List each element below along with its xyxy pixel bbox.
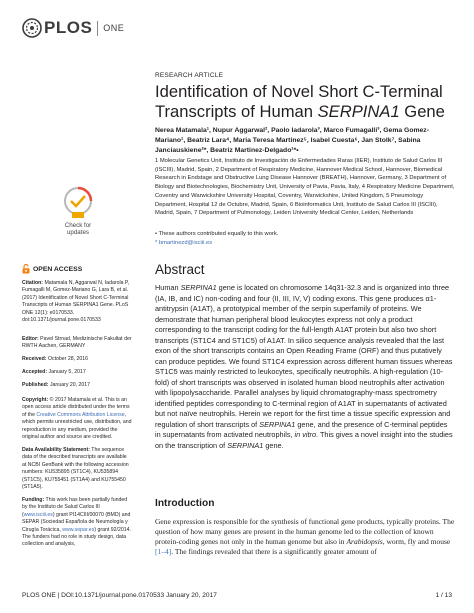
abstract-body (155, 283, 455, 451)
check-for-updates-badge[interactable] (57, 186, 99, 238)
affiliations: 1 Molecular Genetics Unit, Instituto de Investigación de Enfermedades Raras (IIER), Instituto de Salud Carlos III (ISCIII), Madrid, Spain, 2 Department of Respiratory Medicine, Hannover Medical School, Hannover, Biomedical Research in Endstage and Obstructive Lung Disease Hannover (BREATH), Hannover, Germany, 3 Department of Biology and Biotechnologies, Biochemistry Unit, University of Pavia, Pavia, Italy, 4 Respiratory Medicine Department, Coventry and Warwickshire University Hospital, Coventry, Warwickshire, United Kingdom, 5 Pneumology Department, Hospital 12 de Octubre, Madrid, Spain, 6 Bioinformatics Unit, Instituto de Salud Carlos III (ISCIII), Madrid, Spain, 7 Department of Pulmonology, Leiden University Medical Center, Leiden, Netherlands (155, 158, 455, 217)
accepted-date: January 5, 2017 (47, 369, 86, 375)
accepted-block (22, 369, 132, 376)
title-gene: SERPINA1 (317, 101, 400, 121)
author-notes (155, 230, 455, 247)
introduction-heading: Introduction (155, 498, 215, 509)
open-access-badge (22, 264, 82, 274)
corresponding-email-link[interactable]: * bmartinezd@isciii.es (155, 239, 213, 246)
article-type: RESEARCH ARTICLE (155, 72, 224, 79)
editor-block (22, 336, 132, 351)
abstract-text-2: gene is located on chromosome 14q31-32.3 and is organized into three (IA, IB, and IC) non-coding and four (II, III, IV, V) coding exons. This gene produces α1-antitrypsin (A1AT), a prototypical member of the serpin superfamily of proteins. We demonstrate that human peripheral blood leukocytes express not only a product corresponding to the transcript coding for the full-length A1AT protein but also two short transcripts (ST1C4 and ST1C5) of A1AT. In silico sequence analysis revealed that the last exon of the short transcripts contains an Open Reading Frame (ORF) and thus putatively can produce peptides. We found ST1C4 expression across different human tissues whereas ST1C5 was mainly restricted to leukocytes, specifically neutrophils. A high-regulation (10-fold) of short transcripts was observed in isolated human blood neutrophils after activation with lipopolysaccharide. Parallel analyses by liquid chromatography-mass spectrometry identified peptides corresponding to C-terminal region of A1AT in supernatants of activated but not naïve neutrophils. Herein we report for the first time a tissue specific expression and regulation of short transcripts of (155, 283, 453, 429)
open-lock-icon (22, 264, 30, 274)
author-list: Nerea Matamala¹, Nupur Aggarwal², Paolo Iadarola³, Marco Fumagalli³, Gema Gomez-Mariano¹, Beatriz Lara⁴, Maria Teresa Martinez⁵, Isabel Cuesta⁶, Jan Stolk⁷, Sabina Janciauskiene²*, Beatriz Martinez-Delgado¹*• (155, 127, 429, 154)
funding-text-pre: This work has been partially funded by the Instituto de Salud Carlos III ( (22, 497, 128, 518)
footer-citation: PLOS ONE | DOI:10.1371/journal.pone.0170533 January 20, 2017 (22, 592, 217, 599)
abstract-text-1: Human (155, 283, 181, 292)
citation-label: Citation: (22, 280, 44, 286)
title-part1: Identification of Novel Short C-Terminal Transcripts of Human (155, 82, 443, 121)
abstract-gene-2: SERPINA1 (259, 419, 296, 429)
funding-label: Funding: (22, 497, 45, 503)
editor-text: Pavel Strnad, Medizinische Fakultat der RWTH Aachen, GERMANY (22, 336, 132, 350)
received-label: Received: (22, 356, 47, 362)
plos-logo[interactable] (22, 17, 124, 39)
separ-link[interactable]: www.separ.es (62, 526, 95, 533)
intro-text-1: Gene expression is responsible for the synthesis of functional gene products, typically proteins. The question of how many genes are present in the human genome led to the collection of known protein-coding genes not only in the human genome but also in (155, 517, 455, 547)
funding-text-post: ) grant 92/2014. The funders had no role in study design, data collection and analysis, (22, 526, 131, 548)
abstract-gene-1: SERPINA1 (180, 283, 217, 292)
title-part2: Gene (399, 101, 445, 121)
abstract-gene-3: SERPINA1 (227, 440, 264, 450)
published-block (22, 382, 132, 389)
check-for-updates-icon (57, 186, 99, 220)
published-label: Published: (22, 382, 49, 388)
abstract-text-4: . This gives a novel insight into the studies on the transcription of (155, 430, 453, 450)
equal-contribution-note: • These authors contributed equally to this work. (155, 231, 279, 237)
brand-name: PLOS (44, 18, 93, 37)
logo-divider (97, 21, 98, 36)
citation-block (22, 280, 132, 324)
published-date: January 20, 2017 (48, 382, 91, 388)
page-number: 1 / 13 (435, 592, 452, 599)
open-access-label: OPEN ACCESS (33, 265, 83, 273)
received-date: October 28, 2016 (46, 356, 89, 362)
funding-block (22, 497, 132, 549)
editor-label: Editor: (22, 336, 39, 342)
reference-link[interactable]: [1–4] (155, 547, 172, 557)
accepted-label: Accepted: (22, 369, 48, 375)
journal-name: ONE (103, 23, 125, 33)
article-title (155, 82, 455, 121)
copyright-text-pre: © 2017 Matamala et al. This is an open access article distributed under the terms of the (22, 397, 130, 418)
abstract-heading: Abstract (155, 262, 205, 277)
abstract-in-vitro: in vitro (294, 430, 317, 439)
isciii-link[interactable]: www.isciii.es (23, 511, 53, 518)
data-availability-text: The sequence data of the described transcripts are available at NCBI GenBank with the following accession numbers: KU535895 (ST1C4), KU535894 (ST1C5), KU755451 (ST1A4) and KU755450 (ST1A5). (22, 447, 129, 491)
copyright-text-post: , which permits unrestricted use, distribution, and reproduction in any medium, provided the original author and source are credited. (22, 411, 132, 441)
intro-text-2: , worm, fly and mouse (382, 537, 451, 547)
copyright-block (22, 397, 132, 441)
data-availability-block (22, 447, 132, 491)
citation-text: Matamala N, Aggarwal N, Iadarola P, Fumagalli M, Gomez-Mariano G, Lara B, et al. (2017) Identification of Novel Short C-Terminal Transcripts of Human SERPINA1 Gene. PLoS ONE 12(1): e0170533. doi:10.1371/journal.pone.0170533 (22, 280, 130, 324)
received-block (22, 356, 132, 363)
intro-text-3: . The findings revealed that there is a significantly greater amount of (171, 547, 377, 557)
abstract-text-5: gene. (263, 440, 284, 450)
funding-text-mid: ) grant PI14CIII/00070 (BMD) and SEPAR (Sociedad Española de Neumología y Cirugía Torácica, (22, 511, 131, 533)
cc-license-link[interactable]: Creative Commons Attribution License (36, 411, 125, 418)
check-for-updates-label: Check for updates (64, 222, 92, 236)
abstract-text-3: gene, and the presence of C-terminal peptides in supernatants from activated neutrophils, (155, 419, 448, 439)
plos-logo-icon (22, 18, 42, 38)
data-availability-label: Data Availability Statement: (22, 447, 90, 453)
copyright-label: Copyright: (22, 397, 49, 403)
intro-organism: Arabidopsis (346, 537, 383, 547)
introduction-body (155, 517, 455, 557)
